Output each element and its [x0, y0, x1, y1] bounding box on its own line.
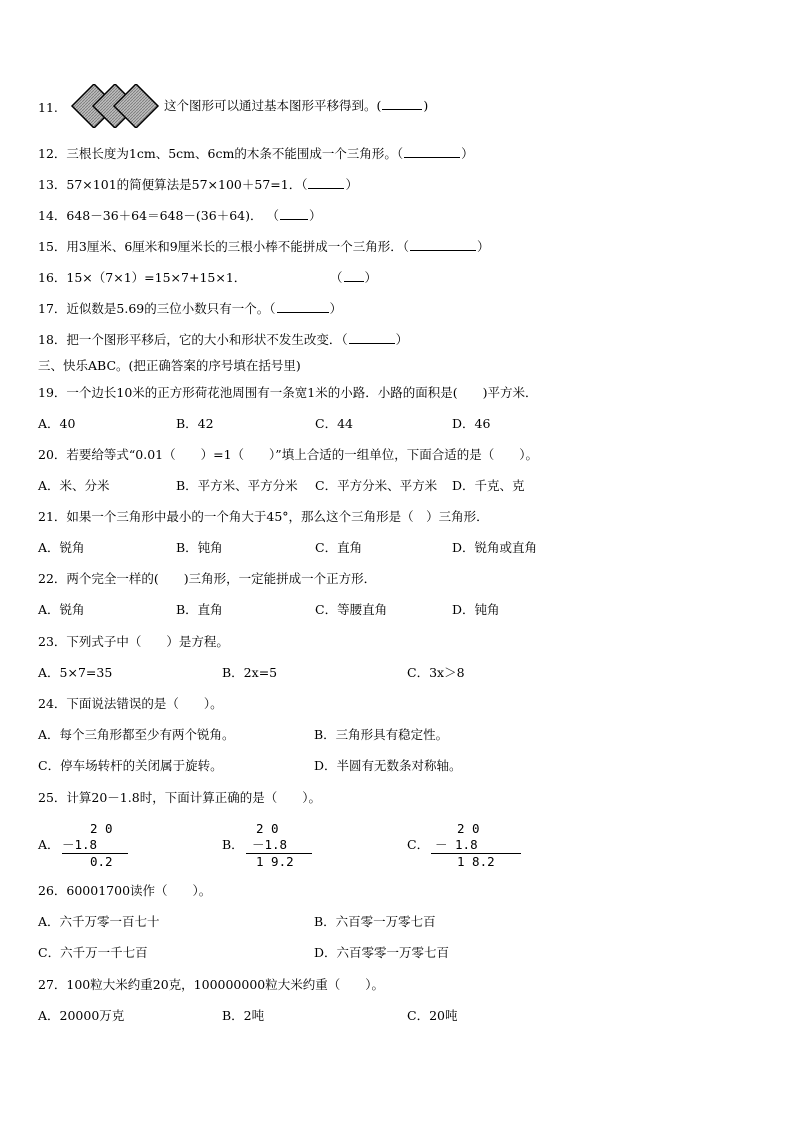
option-b[interactable]: B．2吨 [222, 1008, 265, 1023]
option-b[interactable]: B．钝角 [176, 540, 223, 555]
option-b[interactable]: B．三角形具有稳定性。 [314, 727, 449, 742]
question-26-options-row2 [38, 945, 754, 961]
answer-blank[interactable] [280, 208, 308, 220]
question-15: 15．用3厘米、6厘米和9厘米长的三根小棒不能拼成一个三角形．（ ） [38, 239, 490, 254]
question-11 [38, 100, 58, 116]
option-a[interactable]: A．锐角 [38, 540, 85, 555]
option-b[interactable]: B．42 [176, 416, 214, 431]
answer-blank[interactable] [404, 146, 460, 158]
result: 0.2 [90, 854, 113, 869]
minuend: 2 0 [256, 821, 279, 836]
question-24-options-row2 [38, 758, 754, 774]
translated-squares-figure [70, 84, 160, 128]
subtrahend: －1.8 [62, 837, 98, 852]
question-22: 22．两个完全一样的( )三角形，一定能拼成一个正方形． [38, 571, 377, 586]
answer-blank[interactable] [277, 301, 329, 313]
option-d[interactable]: D．钝角 [452, 602, 500, 617]
question-23-options [38, 665, 754, 681]
question-21: 21．如果一个三角形中最小的一个角大于45°，那么这个三角形是（ ）三角形． [38, 509, 489, 524]
question-27: 27．100粒大米约重20克，100000000粒大米约重（ ）。 [38, 977, 384, 992]
answer-blank[interactable] [410, 239, 476, 251]
option-b[interactable]: B．平方米、平方分米 [176, 478, 298, 493]
option-c[interactable]: C．20吨 [407, 1008, 458, 1023]
minuend: 2 0 [457, 821, 480, 836]
question-21-options [38, 540, 754, 556]
question-19-options [38, 416, 754, 432]
option-d[interactable]: D．半圆有无数条对称轴。 [314, 758, 462, 773]
question-16: 16．15×（7×1）=15×7+15×1． [38, 270, 247, 285]
option-a-vertical-calc[interactable] [38, 820, 138, 872]
option-c[interactable]: C．直角 [315, 540, 363, 555]
option-c[interactable]: C．44 [315, 416, 353, 431]
subtrahend: －1.8 [252, 837, 288, 852]
option-b[interactable]: B．六百零一万零七百 [314, 914, 436, 929]
question-24-options-row1 [38, 727, 754, 743]
question-20-options [38, 478, 754, 494]
question-22-options [38, 602, 754, 618]
subtrahend: － 1.8 [435, 837, 478, 852]
option-d[interactable]: D．六百零零一万零七百 [314, 945, 450, 960]
section-heading-3: 三、快乐ABC。(把正确答案的序号填在括号里) [38, 358, 301, 373]
question-26: 26．60001700读作（ ）。 [38, 883, 212, 898]
question-24: 24．下面说法错误的是（ ）。 [38, 696, 223, 711]
minuend: 2 0 [90, 821, 113, 836]
option-a[interactable]: A．每个三角形都至少有两个锐角。 [38, 727, 235, 742]
question-11-text: 这个图形可以通过基本图形平移得到。( ) [164, 98, 429, 113]
option-c[interactable]: C．等腰直角 [315, 602, 388, 617]
option-a[interactable]: A．米、分米 [38, 478, 110, 493]
question-16-answer: （ ） [330, 270, 378, 285]
answer-blank[interactable] [349, 332, 395, 344]
option-a[interactable]: A．六千万零一百七十 [38, 914, 160, 929]
option-b[interactable]: B．2x=5 [222, 665, 278, 680]
option-label: A． [38, 837, 60, 852]
answer-blank[interactable] [308, 177, 344, 189]
question-25: 25．计算20－1.8时，下面计算正确的是（ ）。 [38, 790, 321, 805]
question-27-options [38, 1008, 754, 1024]
answer-blank[interactable] [344, 270, 364, 282]
option-c[interactable]: C．六千万一千七百 [38, 945, 148, 960]
option-d[interactable]: D．锐角或直角 [452, 540, 538, 555]
option-c[interactable]: C．3x＞8 [407, 665, 465, 680]
option-c[interactable]: C．平方分米、平方米 [315, 478, 438, 493]
question-23: 23．下列式子中（ ）是方程。 [38, 634, 229, 649]
question-12: 12．三根长度为1cm、5cm、6cm的木条不能围成一个三角形。（ ） [38, 146, 474, 161]
option-label: B． [222, 837, 244, 852]
question-26-options-row1 [38, 914, 754, 930]
question-19: 19．一个边长10米的正方形荷花池周围有一条宽1米的小路．小路的面积是( )平方米． [38, 385, 538, 400]
option-a[interactable]: A．锐角 [38, 602, 85, 617]
result: 1 9.2 [256, 854, 294, 869]
option-a[interactable]: A．40 [38, 416, 76, 431]
answer-blank[interactable] [382, 98, 422, 110]
option-a[interactable]: A．5×7=35 [38, 665, 113, 680]
question-14: 14．648－36＋64＝648－(36＋64)． （ ） [38, 208, 322, 223]
question-20: 20．若要给等式“0.01（ ）=1（ ）”填上合适的一组单位，下面合适的是（ ）。 [38, 447, 538, 462]
option-b[interactable]: B．直角 [176, 602, 223, 617]
question-number: 11. [38, 100, 58, 115]
option-c[interactable]: C．停车场转杆的关闭属于旋转。 [38, 758, 223, 773]
option-a[interactable]: A．20000万克 [38, 1008, 125, 1023]
result: 1 8.2 [457, 854, 495, 869]
question-17: 17．近似数是5.69的三位小数只有一个。（ ） [38, 301, 343, 316]
option-d[interactable]: D．46 [452, 416, 491, 431]
option-b-vertical-calc[interactable] [222, 820, 322, 872]
option-d[interactable]: D．千克、克 [452, 478, 525, 493]
option-label: C． [407, 837, 430, 852]
option-c-vertical-calc[interactable] [407, 820, 527, 872]
question-18: 18．把一个图形平移后，它的大小和形状不发生改变．（ ） [38, 332, 409, 347]
question-13: 13．57×101的简便算法是57×100＋57=1．（ ） [38, 177, 358, 192]
